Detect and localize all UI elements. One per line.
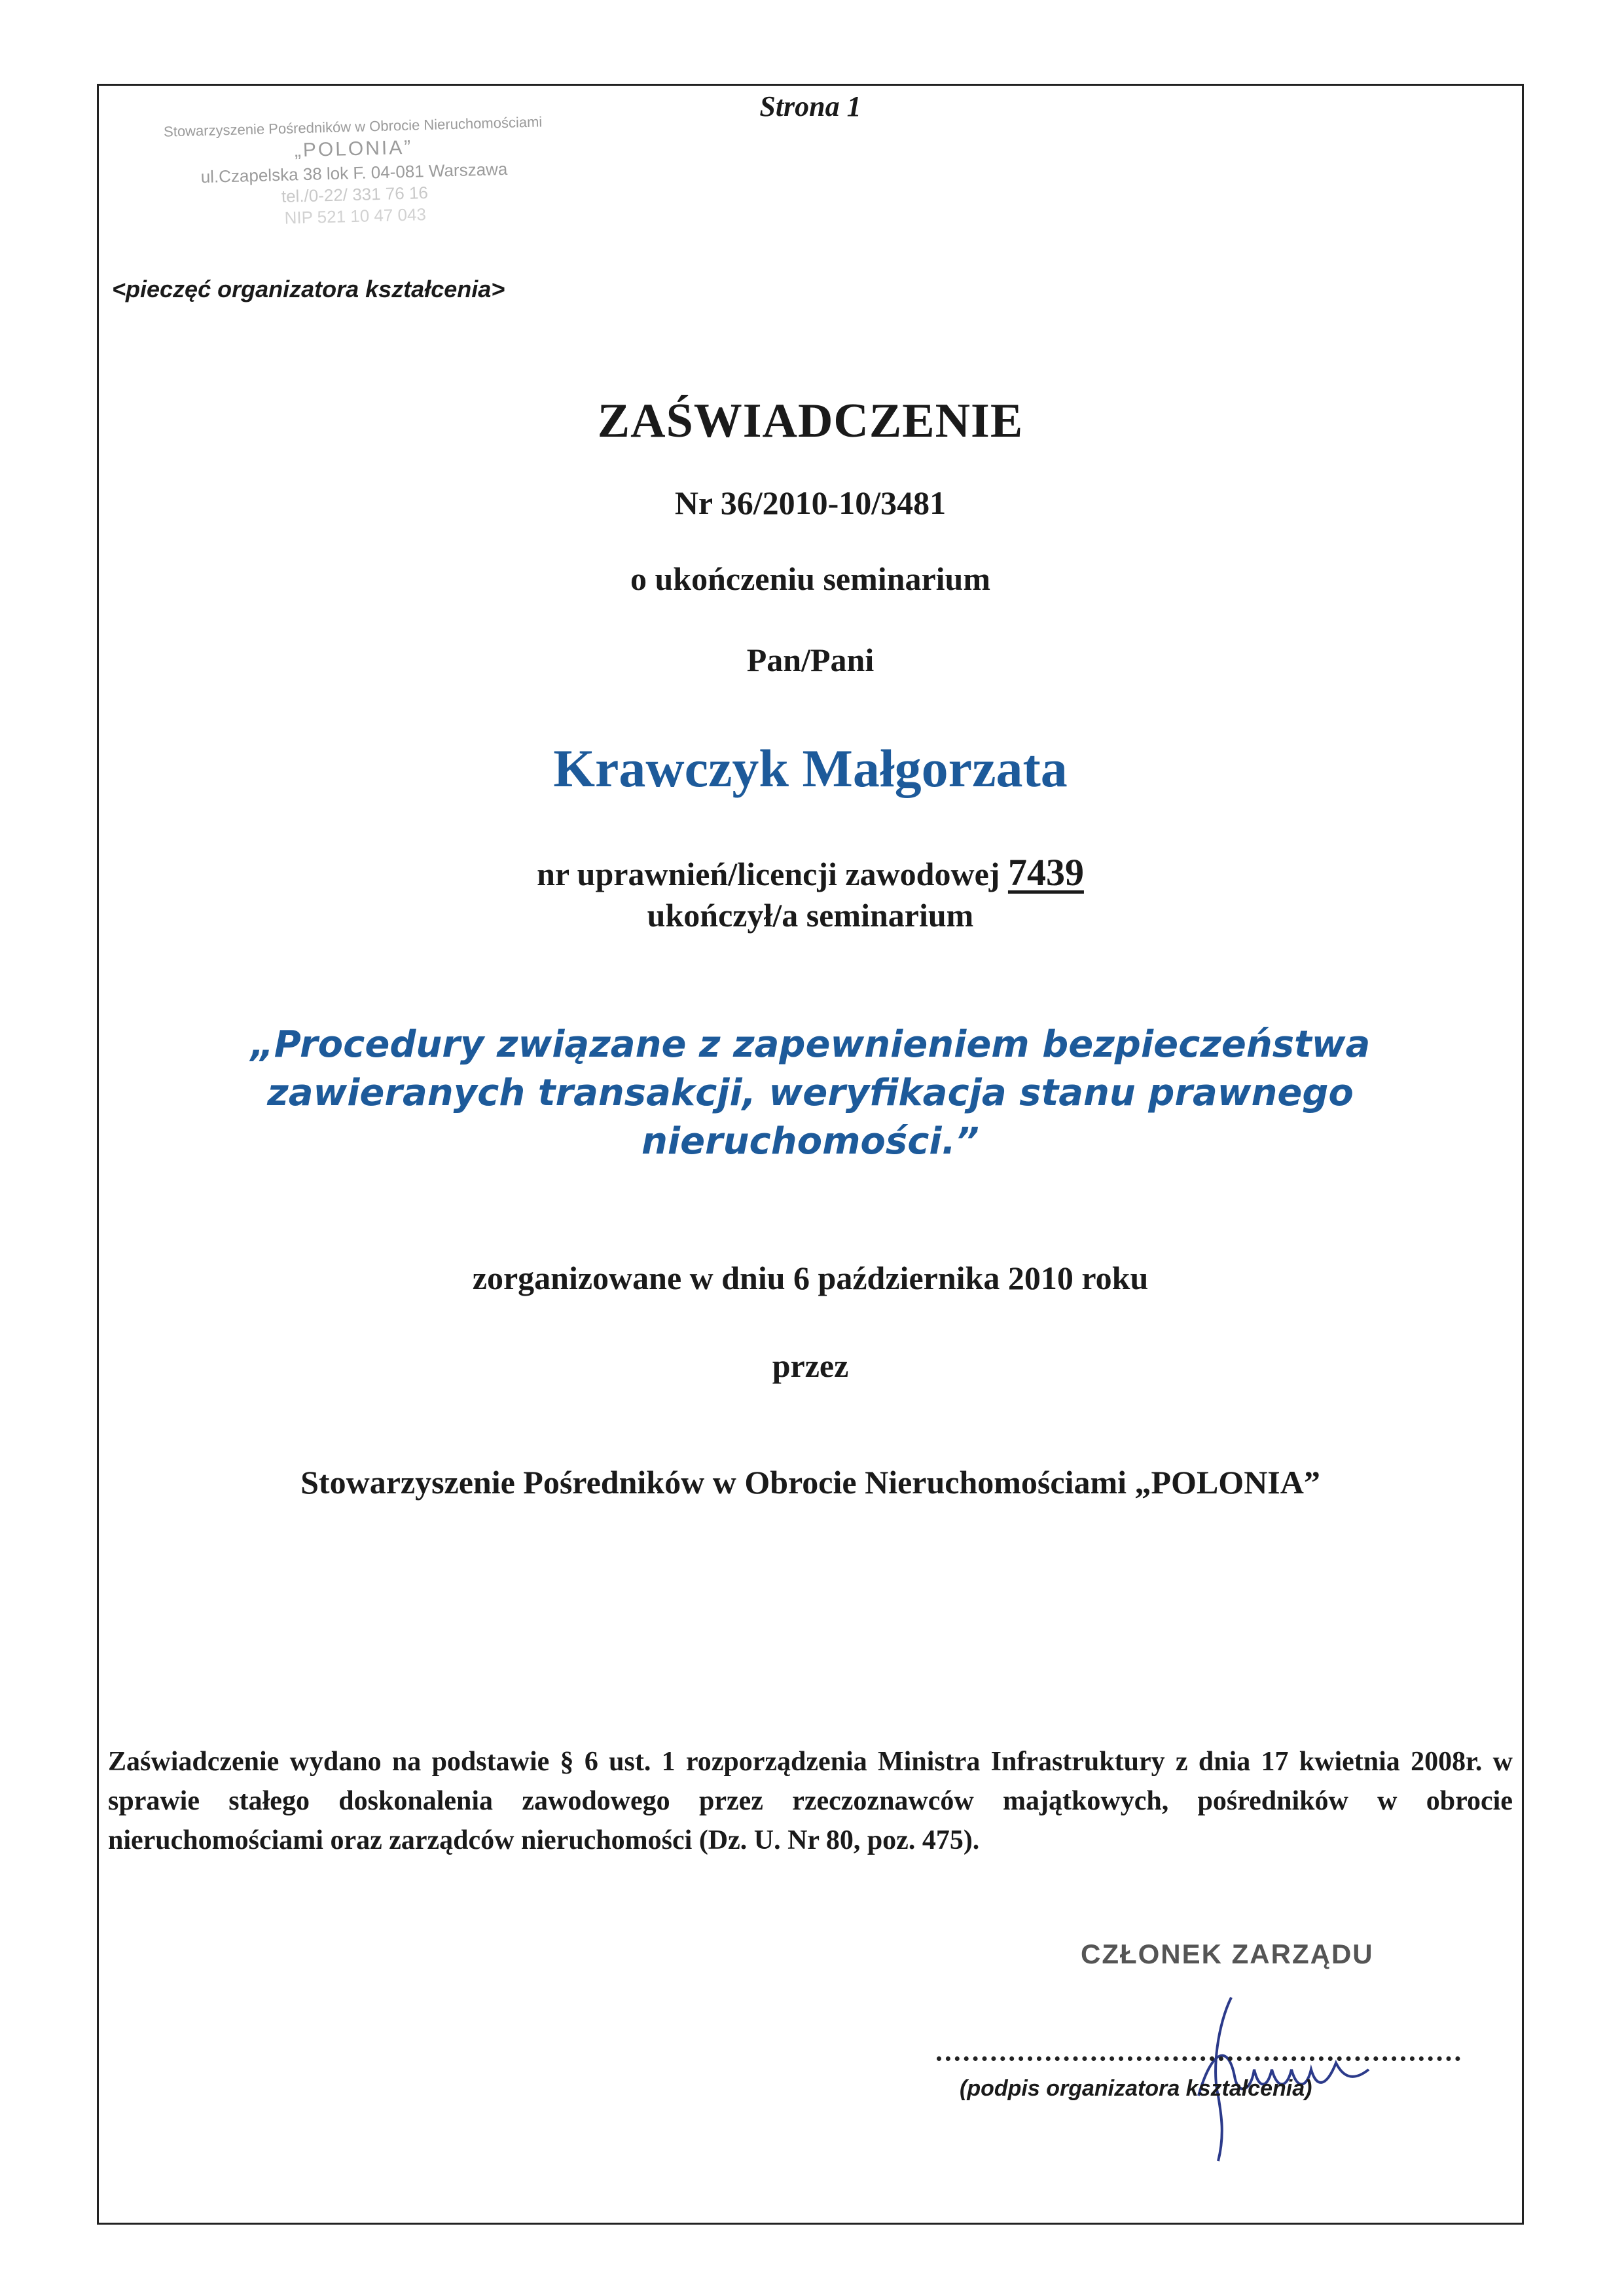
signature-line [937,2056,1460,2061]
organized-date: zorganizowane w dniu 6 października 2010 roku [472,1260,1149,1296]
stamp-line-nip: NIP 521 10 47 043 [284,204,427,228]
signatory-role: CZŁONEK ZARZĄDU [1081,1939,1374,1969]
stamp-line-name: Stowarzyszenie Pośredników w Obrocie Nieruchomościami [163,113,543,140]
recipient-name: Krawczyk Małgorzata [553,738,1068,798]
page-number: Strona 1 [759,90,861,122]
by-text: przez [772,1347,849,1384]
stamp-caption: <pieczęć organizatora kształcenia> [112,276,505,302]
license-line [99,850,1522,894]
stamp-line-brand: „POLONIA” [294,136,413,162]
course-title: „Procedury związane z zapewnieniem bezpieczeństwa zawieranych transakcji, weryfikacja stanu prawnego nieruchomości.” [250,1023,1371,1163]
license-number: 7439 [1007,851,1084,894]
certificate-number: Nr 36/2010-10/3481 [674,484,947,521]
signature-caption: (podpis organizatora kształcenia) [960,2076,1312,2101]
salutation: Pan/Pani [746,642,875,678]
completed-text: ukończył/a seminarium [647,897,974,934]
license-label: nr uprawnień/licencji zawodowej [537,856,1000,892]
legal-basis: Zaświadczenie wydano na podstawie § 6 ust. 1 rozporządzenia Ministra Infrastruktury z dnia 17 kwietnia 2008r. w sprawie stałego doskonalenia zawodowego przez rzeczoznawców majątkowych, pośredników w obrocie nieruchomościami oraz zarządców nieruchomości (Dz. U. Nr 80, poz. 475). [108,1747,1513,1855]
certificate-frame [97,84,1524,2225]
organizer-name: Stowarzyszenie Pośredników w Obrocie Nieruchomościami „POLONIA” [300,1464,1320,1501]
stamp-line-address: ul.Czapelska 38 lok F. 04-081 Warszawa [200,158,508,187]
document-title: ZAŚWIADCZENIE [597,394,1024,448]
handwritten-signature-icon [1120,1971,1460,2168]
organizer-stamp [150,113,558,232]
certificate-subject: o ukończeniu seminarium [630,560,991,597]
stamp-line-phone: tel./0-22/ 331 76 16 [281,183,429,206]
